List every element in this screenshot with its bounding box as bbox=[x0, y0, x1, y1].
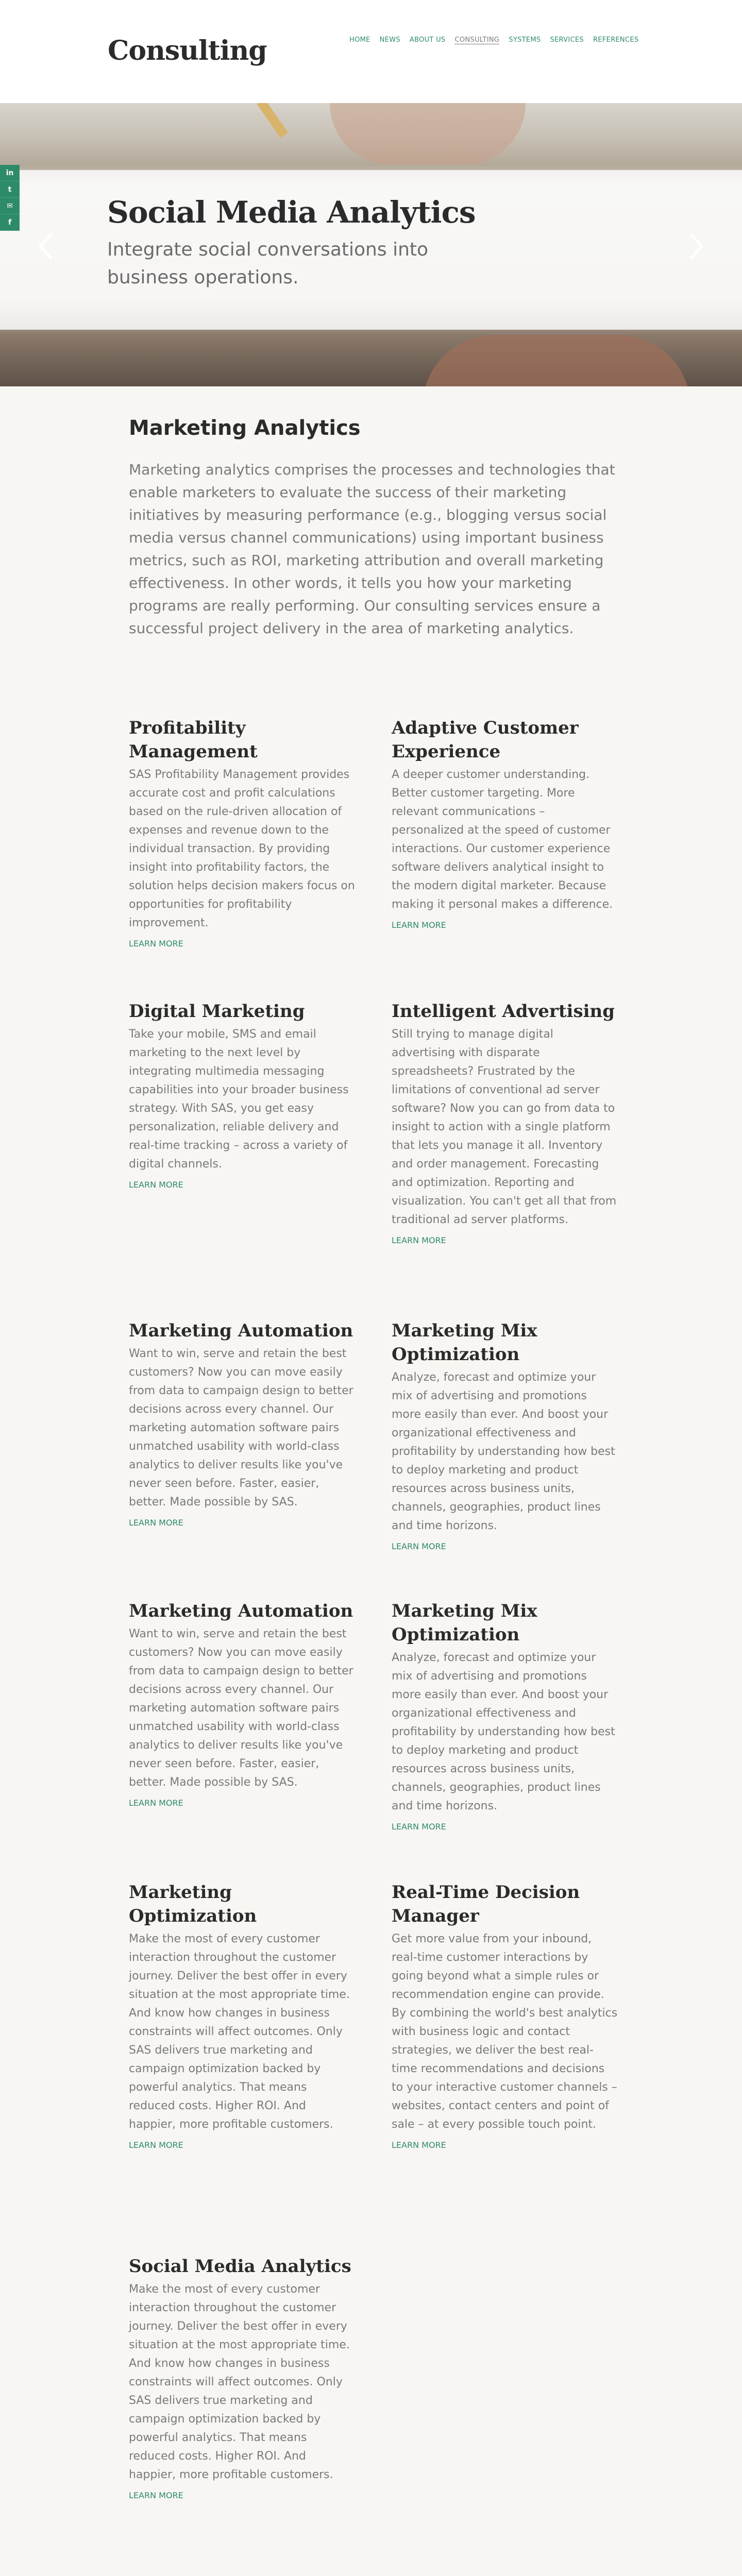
section-intro-text: Marketing analytics comprises the processes and technologies that enable marketers to evaluate the success of their marketing initiatives by measuring performance (e.g., blogging versus social media versus channel communications) using important business metrics, such as ROI, marketing attribution and overall marketing effectiveness. In other words, it tells you how your marketing programs are really performing. Our consulting services ensure a successful project delivery in the area of marketing analytics. bbox=[129, 461, 615, 637]
feature-title: Intelligent Advertising bbox=[392, 1001, 615, 1022]
learn-more-link[interactable]: LEARN MORE bbox=[129, 2490, 183, 2500]
feature-card bbox=[129, 2255, 356, 2501]
learn-more-link[interactable]: LEARN MORE bbox=[392, 2140, 446, 2150]
feature-text: A deeper customer understanding. Better customer targeting. More relevant communications – personalized at the speed of customer interactions. Our customer experience software delivers analytical insight to the modern digital marketer. Because making it personal makes a difference. bbox=[392, 768, 613, 911]
feature-card bbox=[392, 1319, 618, 1552]
feature-title: Marketing Mix Optimization bbox=[392, 1601, 537, 1645]
learn-more-link[interactable]: LEARN MORE bbox=[129, 1180, 183, 1190]
feature-text: Make the most of every customer interaction throughout the customer journey. Deliver the best offer in every situation at the most appropriate time. And know how changes in business constraints will affect outcomes. Only SAS delivers true marketing and campaign optimization backed by powerful analytics. That means reduced costs. Higher ROI. And happier, more profitable customers. bbox=[129, 2283, 350, 2481]
feature-card bbox=[129, 1599, 356, 1808]
main-nav bbox=[349, 36, 648, 44]
learn-more-link[interactable]: LEARN MORE bbox=[392, 1541, 446, 1551]
facebook-icon[interactable]: f bbox=[0, 214, 20, 231]
learn-more-link[interactable]: LEARN MORE bbox=[129, 939, 183, 948]
nav-item-references[interactable]: REFERENCES bbox=[593, 36, 639, 44]
feature-card bbox=[129, 1880, 356, 2150]
hero-subtitle: Integrate social conversations into business operations. bbox=[107, 239, 429, 288]
feature-card bbox=[129, 999, 356, 1190]
nav-item-services[interactable]: SERVICES bbox=[550, 36, 584, 44]
learn-more-link[interactable]: LEARN MORE bbox=[392, 920, 446, 930]
feature-text: Get more value from your inbound, real-time customer interactions by going beyond what a simple rules or recommendation engine can provide. By combining the world's best analytics with business logic and contact strategies, we deliver the best real-time recommendations and decisions to your interactive customer channels – websites, contact centers and point of sale – at every possible touch point. bbox=[392, 1933, 618, 2131]
feature-card bbox=[129, 1319, 356, 1528]
chevron-left-icon[interactable] bbox=[36, 231, 57, 262]
feature-text: Want to win, serve and retain the best customers? Now you can move easily from data to campaign design to better decisions across every channel. Our marketing automation software pairs unmatched usability with world-class analytics to deliver results like you've never seen before. Faster, easier, better. Made possible by SAS. bbox=[129, 1347, 353, 1509]
site-logo[interactable]: Consulting bbox=[108, 35, 267, 66]
nav-item-home[interactable]: HOME bbox=[349, 36, 370, 44]
chevron-right-icon[interactable] bbox=[685, 231, 706, 262]
feature-title: Marketing Mix Optimization bbox=[392, 1320, 537, 1365]
section-title: Marketing Analytics bbox=[129, 416, 361, 440]
hero-slider bbox=[0, 103, 742, 386]
nav-item-systems[interactable]: SYSTEMS bbox=[509, 36, 541, 44]
feature-card bbox=[392, 999, 618, 1246]
feature-text: Take your mobile, SMS and email marketing to the next level by integrating multimedia messaging capabilities into your broader business strategy. With SAS, you get easy personalization, reliable delivery and real-time tracking – across a variety of digital channels. bbox=[129, 1028, 349, 1171]
feature-text: Analyze, forecast and optimize your mix of advertising and promotions more easily than ever. And boost your organizational effectiveness and profitability by understanding how best to deploy marketing and product resources across business units, channels, geographies, product lines and time horizons. bbox=[392, 1371, 615, 1532]
feature-title: Marketing Optimization bbox=[129, 1882, 257, 1926]
feature-title: Digital Marketing bbox=[129, 1001, 305, 1022]
feature-card bbox=[392, 1880, 618, 2150]
email-icon[interactable]: ✉ bbox=[0, 198, 20, 214]
hero-title: Social Media Analytics bbox=[107, 195, 476, 230]
feature-text: Analyze, forecast and optimize your mix of advertising and promotions more easily than ever. And boost your organizational effectiveness and profitability by understanding how best to deploy marketing and product resources across business units, channels, geographies, product lines and time horizons. bbox=[392, 1651, 615, 1812]
nav-item-consulting[interactable]: CONSULTING bbox=[454, 36, 500, 44]
feature-title: Real-Time Decision Manager bbox=[392, 1882, 580, 1926]
feature-title: Social Media Analytics bbox=[129, 2256, 351, 2277]
learn-more-link[interactable]: LEARN MORE bbox=[129, 2140, 183, 2150]
hero-background-hand bbox=[330, 103, 526, 165]
nav-item-about-us[interactable]: ABOUT US bbox=[409, 36, 446, 44]
hero-background-pen bbox=[257, 103, 289, 138]
learn-more-link[interactable]: LEARN MORE bbox=[392, 1235, 446, 1245]
feature-title: Profitability Management bbox=[129, 718, 258, 762]
hero-background-hand bbox=[423, 335, 690, 386]
learn-more-link[interactable]: LEARN MORE bbox=[129, 1798, 183, 1808]
linkedin-icon[interactable]: in bbox=[0, 165, 20, 181]
twitter-icon[interactable]: t bbox=[0, 181, 20, 198]
nav-item-news[interactable]: NEWS bbox=[379, 36, 400, 44]
feature-card bbox=[129, 716, 356, 949]
feature-title: Marketing Automation bbox=[129, 1601, 353, 1621]
feature-title: Adaptive Customer Experience bbox=[392, 718, 579, 762]
feature-text: SAS Profitability Management provides accurate cost and profit calculations based on the rule-driven allocation of expenses and revenue down to the individual transaction. By providing insight into profitability factors, the solution helps decision makers focus on opportunities for profitability improvement. bbox=[129, 768, 355, 929]
feature-title: Marketing Automation bbox=[129, 1320, 353, 1341]
feature-text: Still trying to manage digital advertising with disparate spreadsheets? Frustrated by the limitations of conventional ad server software? Now you can go from data to insight to action with a single platform that lets you manage it all. Inventory and order management. Forecasting and optimization. Reporting and visualization. You can't get all that from traditional ad server platforms. bbox=[392, 1028, 617, 1226]
feature-text: Want to win, serve and retain the best customers? Now you can move easily from data to campaign design to better decisions across every channel. Our marketing automation software pairs unmatched usability with world-class analytics to deliver results like you've never seen before. Faster, easier, better. Made possible by SAS. bbox=[129, 1628, 353, 1789]
feature-card bbox=[392, 1599, 618, 1832]
site-header bbox=[0, 0, 742, 103]
learn-more-link[interactable]: LEARN MORE bbox=[392, 1822, 446, 1832]
feature-card bbox=[392, 716, 618, 930]
learn-more-link[interactable]: LEARN MORE bbox=[129, 1518, 183, 1528]
feature-text: Make the most of every customer interaction throughout the customer journey. Deliver the best offer in every situation at the most appropriate time. And know how changes in business constraints will affect outcomes. Only SAS delivers true marketing and campaign optimization backed by powerful analytics. That means reduced costs. Higher ROI. And happier, more profitable customers. bbox=[129, 1933, 350, 2131]
social-share-bar bbox=[0, 165, 20, 231]
